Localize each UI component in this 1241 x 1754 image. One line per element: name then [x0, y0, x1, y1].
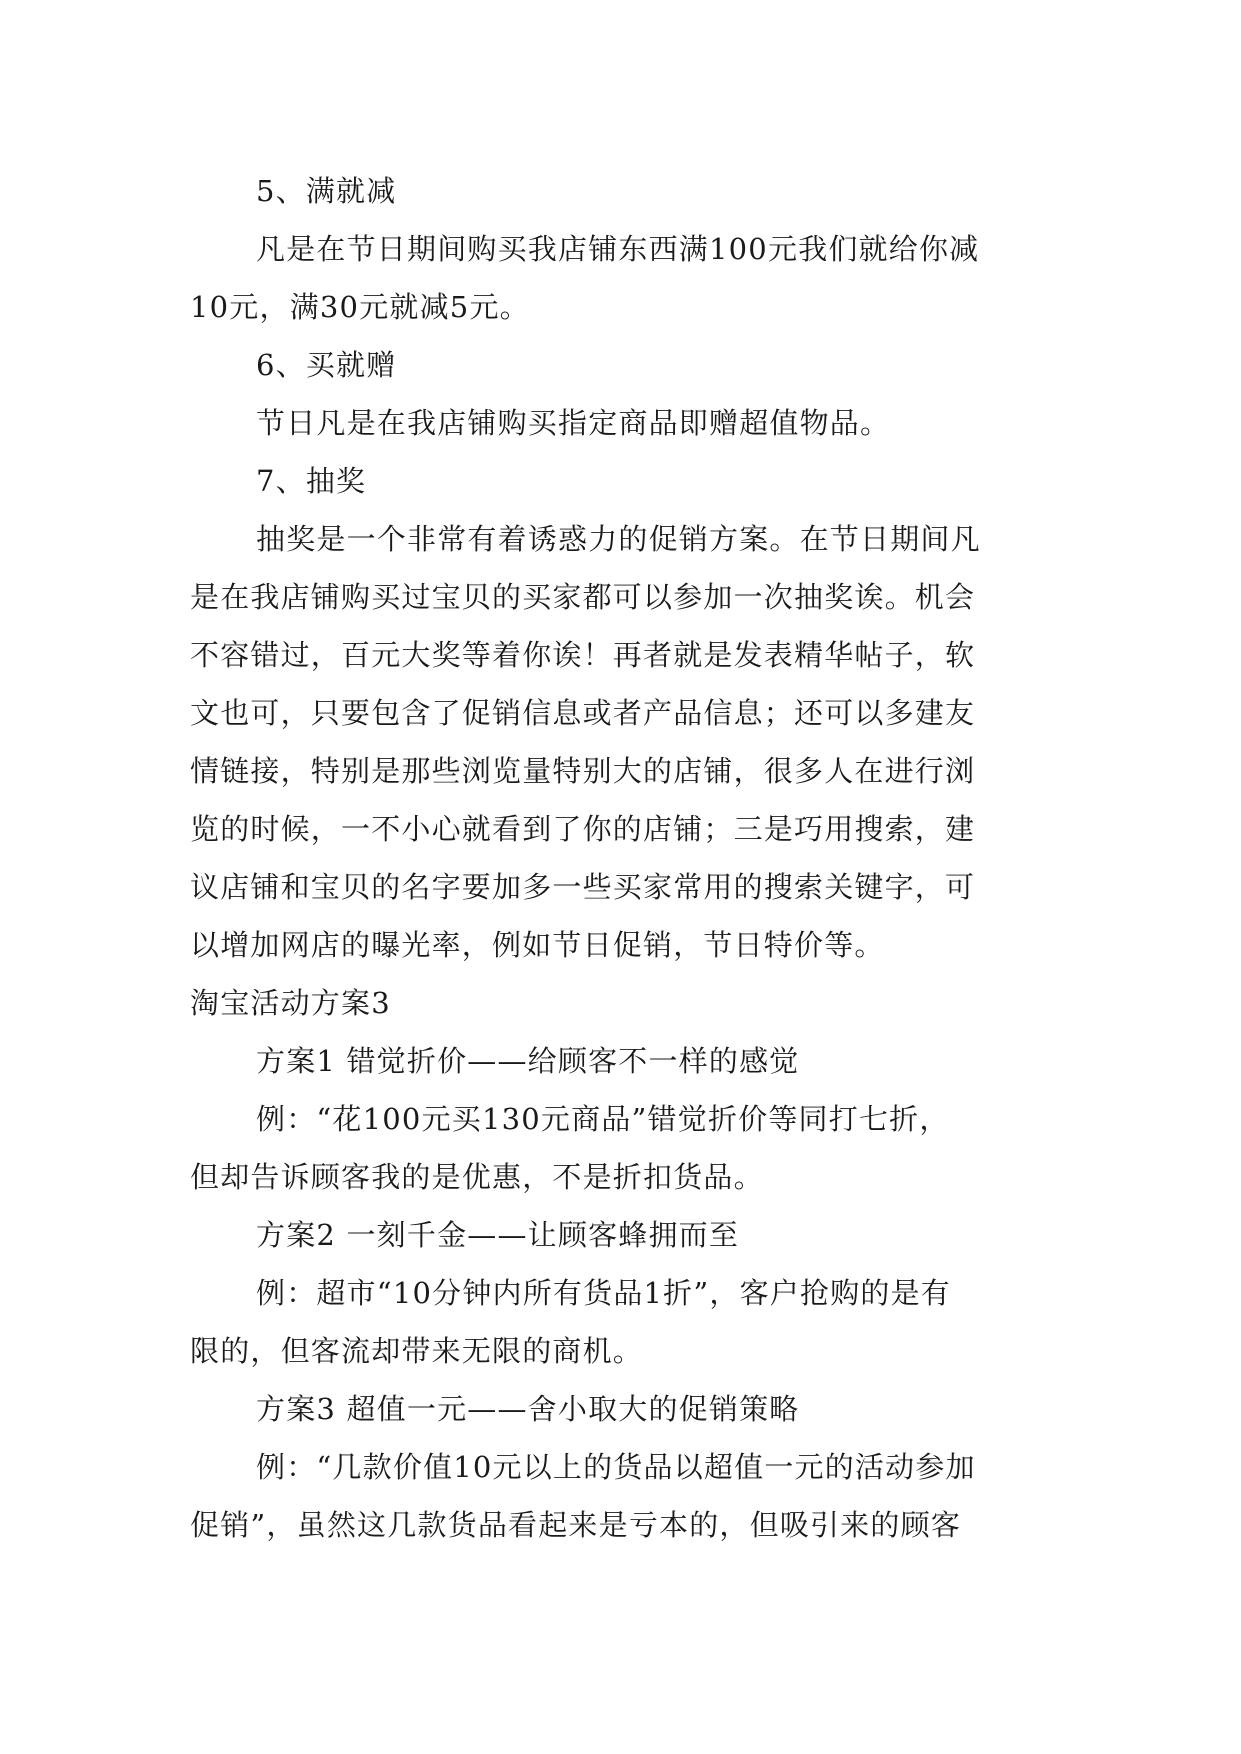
heading-5-full-reduction: 5、满就减: [256, 174, 397, 208]
paragraph-line: 节日凡是在我店铺购买指定商品即赠超值物品。: [256, 406, 891, 440]
plan-3-heading: 方案3 超值一元——舍小取大的促销策略: [256, 1392, 800, 1426]
paragraph-line: 例：“花100元买130元商品”错觉折价等同打七折，: [256, 1102, 950, 1136]
paragraph-line: 10元，满30元就减5元。: [190, 290, 530, 324]
paragraph-line: 以增加网店的曝光率，例如节日促销，节日特价等。: [190, 928, 885, 962]
paragraph-line: 文也可，只要包含了促销信息或者产品信息；还可以多建友: [190, 696, 976, 730]
paragraph-line: 议店铺和宝贝的名字要加多一些买家常用的搜索关键字，可: [190, 870, 976, 904]
paragraph-line: 但却告诉顾客我的是优惠，不是折扣货品。: [190, 1160, 764, 1194]
heading-7-lottery: 7、抽奖: [256, 464, 367, 498]
paragraph-line: 例：“几款价值10元以上的货品以超值一元的活动参加: [256, 1450, 976, 1484]
paragraph-line: 情链接，特别是那些浏览量特别大的店铺，很多人在进行浏: [190, 754, 976, 788]
plan-1-heading: 方案1 错觉折价——给顾客不一样的感觉: [256, 1044, 800, 1078]
paragraph-line: 抽奖是一个非常有着诱惑力的促销方案。在节日期间凡: [256, 522, 981, 556]
paragraph-line: 例：超市“10分钟内所有货品1折”，客户抢购的是有: [256, 1276, 952, 1310]
paragraph-line: 凡是在节日期间购买我店铺东西满100元我们就给你减: [256, 232, 980, 266]
heading-6-buy-gift: 6、买就赠: [256, 348, 397, 382]
paragraph-line: 限的，但客流却带来无限的商机。: [190, 1334, 644, 1368]
paragraph-line: 不容错过，百元大奖等着你诶！再者就是发表精华帖子，软: [190, 638, 976, 672]
section-title: 淘宝活动方案3: [190, 986, 391, 1020]
paragraph-line: 是在我店铺购买过宝贝的买家都可以参加一次抽奖诶。机会: [190, 580, 976, 614]
document-body: [190, 162, 1050, 1554]
paragraph-line: 促销”，虽然这几款货品看起来是亏本的，但吸引来的顾客: [190, 1508, 962, 1542]
paragraph-line: 览的时候，一不小心就看到了你的店铺；三是巧用搜索，建: [190, 812, 976, 846]
plan-2-heading: 方案2 一刻千金——让顾客蜂拥而至: [256, 1218, 740, 1252]
